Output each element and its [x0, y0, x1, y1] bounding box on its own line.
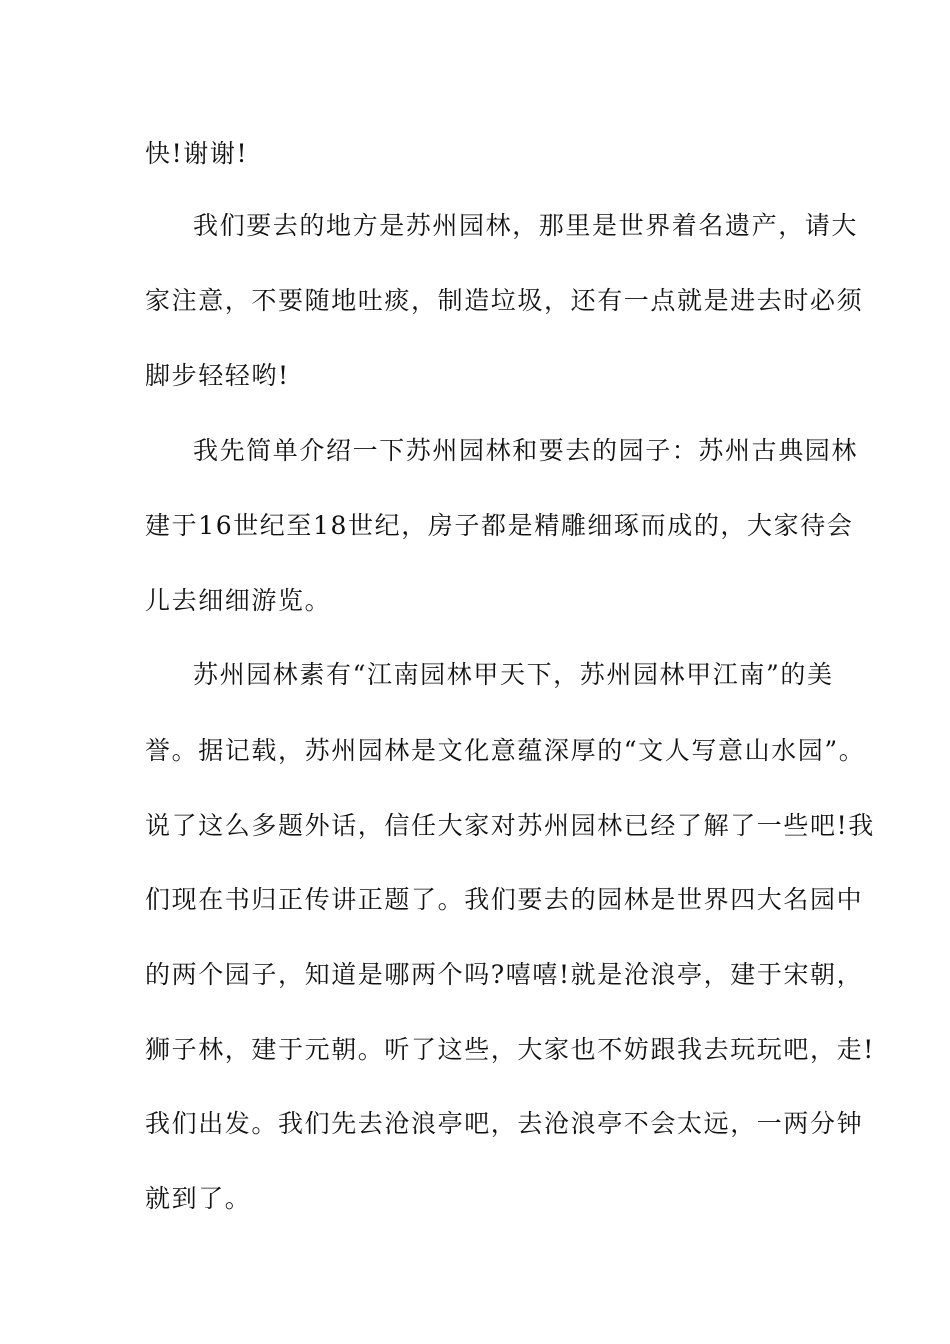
text-line: 说了这么多题外话，信任大家对苏州园林已经了解了一些吧!我 [145, 811, 875, 840]
paragraph-first-line: 我先简单介绍一下苏州园林和要去的园子：苏州古典园林 [193, 436, 859, 465]
text-line: 就到了。 [145, 1184, 252, 1213]
paragraph-first-line: 苏州园林素有“江南园林甲天下，苏州园林甲江南”的美 [193, 660, 834, 689]
text-line: 脚步轻轻哟! [145, 361, 290, 390]
text-line: 们现在书归正传讲正题了。我们要去的园林是世界四大名园中 [145, 885, 864, 914]
text-line: 儿去细细游览。 [145, 586, 332, 615]
text-line: 誉。据记载，苏州园林是文化意蕴深厚的“文人写意山水园”。 [145, 736, 866, 765]
text-line: 狮子林，建于元朝。听了这些，大家也不妨跟我去玩玩吧，走! [145, 1035, 875, 1064]
text-line: 我们出发。我们先去沧浪亭吧，去沧浪亭不会太远，一两分钟 [145, 1109, 864, 1138]
text-line: 家注意，不要随地吐痰，制造垃圾，还有一点就是进去时必须 [145, 286, 864, 315]
text-line: 快!谢谢! [145, 139, 249, 168]
text-line: 的两个园子，知道是哪两个吗?嘻嘻!就是沧浪亭，建于宋朝， [145, 960, 864, 989]
paragraph-first-line: 我们要去的地方是苏州园林，那里是世界着名遗产，请大 [193, 211, 859, 240]
text-line: 建于16世纪至18世纪，房子都是精雕细琢而成的，大家待会 [145, 511, 854, 540]
